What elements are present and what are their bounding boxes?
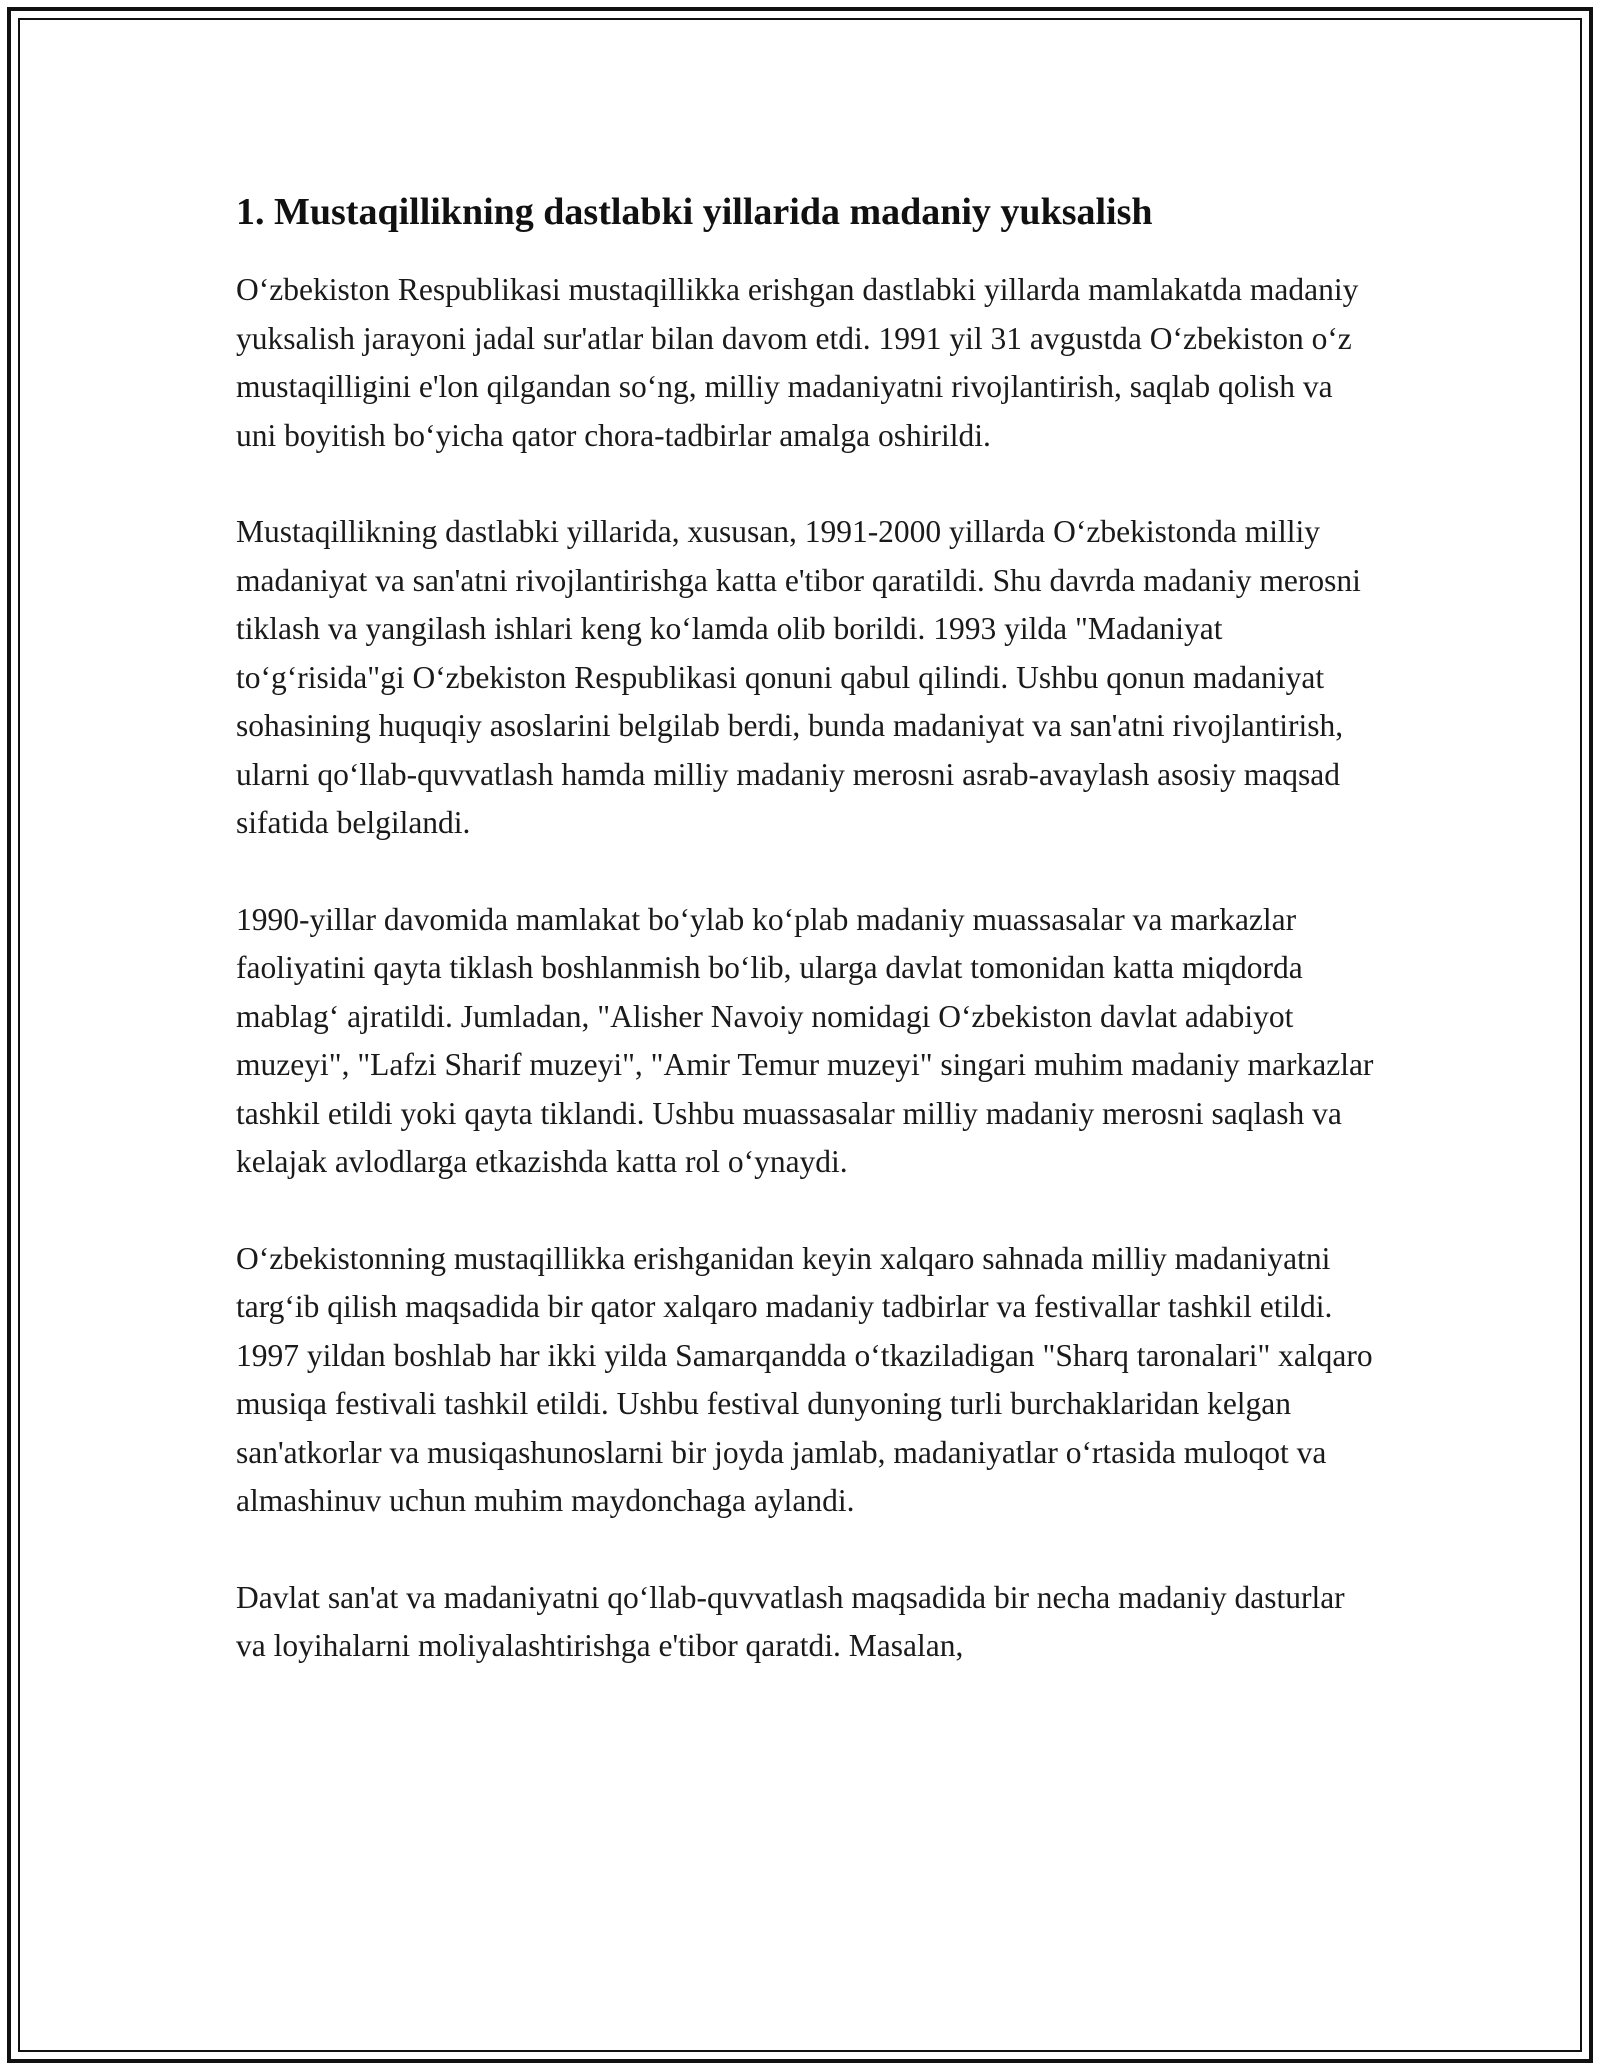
paragraph-1: O‘zbekiston Respublikasi mustaqillikka erishgan dastlabki yillarda mamlakatda madaniy yuksalish jarayoni jadal sur'atlar bilan davom etdi. 1991 yil 31 avgustda O‘zbekiston o‘z mustaqilligini e'lon qilgandan so‘ng, milliy madaniyatni rivojlantirish, saqlab qolish va uni boyitish bo‘yicha qator chora-tadbirlar amalga oshirildi. xyxy=(236,272,1359,453)
section-heading: 1. Mustaqillikning dastlabki yillarida madaniy yuksalish xyxy=(236,191,1153,233)
paragraph-2: Mustaqillikning dastlabki yillarida, xususan, 1991-2000 yillarda O‘zbekistonda milliy madaniyat va san'atni rivojlantirishga katta e'tibor qaratildi. Shu davrda madaniy merosni tiklash va yangilash ishlari keng ko‘lamda olib borildi. 1993 yilda "Madaniyat to‘g‘risida"gi O‘zbekiston Respublikasi qonuni qabul qilindi. Ushbu qonun madaniyat sohasining huquqiy asoslarini belgilab berdi, bunda madaniyat va san'atni rivojlantirish, ularni qo‘llab-quvvatlash hamda milliy madaniy merosni asrab-avaylash asosiy maqsad sifatida belgilandi. xyxy=(236,514,1361,840)
paragraph-3: 1990-yillar davomida mamlakat bo‘ylab ko‘plab madaniy muassasalar va markazlar faoliyatini qayta tiklash boshlanmish bo‘lib, ularga davlat tomonidan katta miqdorda mablag‘ ajratildi. Jumladan, "Alisher Navoiy nomidagi O‘zbekiston davlat adabiyot muzeyi", "Lafzi Sharif muzeyi", "Amir Temur muzeyi" singari muhim madaniy markazlar tashkil etildi yoki qayta tiklandi. Ushbu muassasalar milliy madaniy merosni saqlash va kelajak avlodlarga etkazishda katta rol o‘ynaydi. xyxy=(236,901,1374,1179)
paragraph-5: Davlat san'at va madaniyatni qo‘llab-quvvatlash maqsadida bir necha madaniy dasturlar va loyihalarni moliyalashtirishga e'tibor qaratdi. Masalan, xyxy=(236,1579,1345,1663)
document-content xyxy=(236,182,1376,1719)
paragraph-4: O‘zbekistonning mustaqillikka erishganidan keyin xalqaro sahnada milliy madaniyatni targ‘ib qilish maqsadida bir qator xalqaro madaniy tadbirlar va festivallar tashkil etildi. 1997 yildan boshlab har ikki yilda Samarqandda o‘tkaziladigan "Sharq taronalari" xalqaro musiqa festivali tashkil etildi. Ushbu festival dunyoning turli burchaklaridan kelgan san'atkorlar va musiqashunoslarni bir joyda jamlab, madaniyatlar o‘rtasida muloqot va almashinuv uchun muhim maydonchaga aylandi. xyxy=(236,1240,1373,1518)
